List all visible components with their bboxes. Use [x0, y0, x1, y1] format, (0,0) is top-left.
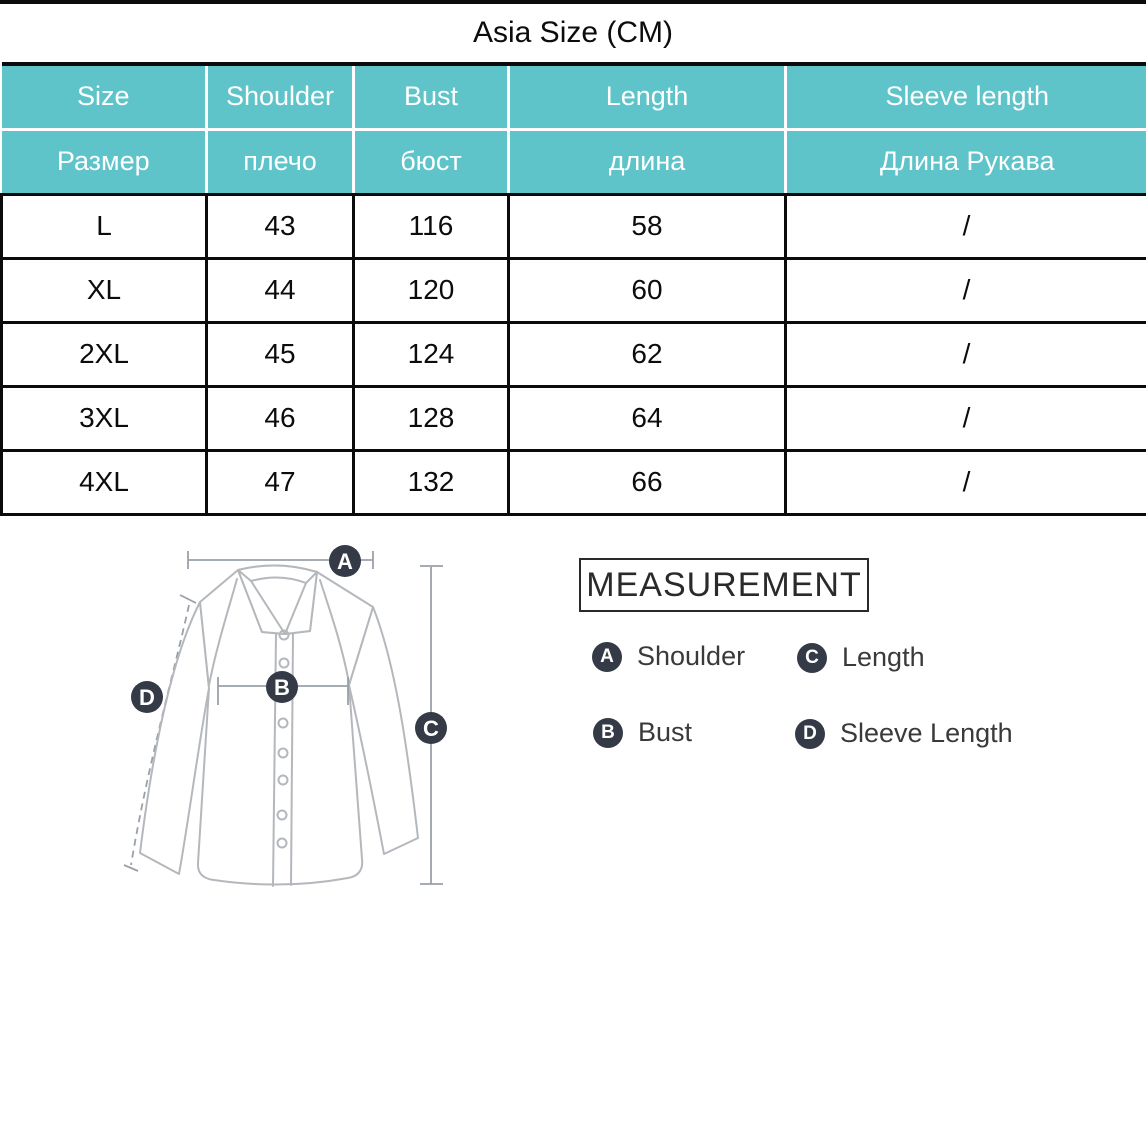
cell-sleeve: /	[786, 194, 1146, 258]
cell-length: 62	[509, 322, 786, 386]
col-header-bust-ru: бюст	[354, 129, 509, 194]
badge-b-icon: B	[593, 718, 623, 748]
col-header-bust: Bust	[354, 64, 509, 129]
cell-shoulder: 47	[207, 450, 354, 514]
svg-text:C: C	[423, 716, 439, 741]
cell-length: 60	[509, 258, 786, 322]
diagram-badge-d	[131, 681, 163, 713]
table-header-ru	[2, 129, 1146, 194]
cell-size: 4XL	[2, 450, 207, 514]
col-header-length-ru: длина	[509, 129, 786, 194]
col-header-sleeve-length: Sleeve length	[786, 64, 1146, 129]
cell-length: 66	[509, 450, 786, 514]
table-header-en	[2, 64, 1146, 129]
measurement-box-title: MEASUREMENT	[579, 558, 869, 612]
table-row	[2, 386, 1146, 450]
shirt-measurement-diagram	[90, 533, 500, 943]
cell-length: 64	[509, 386, 786, 450]
cell-bust: 120	[354, 258, 509, 322]
cell-shoulder: 45	[207, 322, 354, 386]
badge-c-icon: C	[797, 643, 827, 673]
cell-bust: 124	[354, 322, 509, 386]
cell-bust: 128	[354, 386, 509, 450]
svg-text:A: A	[337, 549, 353, 574]
legend-item-shoulder	[592, 641, 745, 672]
col-header-size-ru: Размер	[2, 129, 207, 194]
cell-shoulder: 44	[207, 258, 354, 322]
cell-size: 2XL	[2, 322, 207, 386]
cell-sleeve: /	[786, 322, 1146, 386]
size-table	[0, 62, 1146, 516]
legend-label-bust: Bust	[638, 717, 693, 747]
shirt-outline	[140, 565, 418, 886]
svg-text:B: B	[274, 675, 290, 700]
cell-shoulder: 43	[207, 194, 354, 258]
legend-item-length	[797, 642, 925, 673]
cell-length: 58	[509, 194, 786, 258]
diagram-badge-c	[415, 712, 447, 744]
svg-text:D: D	[139, 685, 155, 710]
col-header-shoulder: Shoulder	[207, 64, 354, 129]
cell-size: L	[2, 194, 207, 258]
col-header-sleeve-length-ru: Длина Рукава	[786, 129, 1146, 194]
cell-bust: 116	[354, 194, 509, 258]
legend-label-sleeve-length: Sleeve Length	[840, 718, 1013, 748]
table-row	[2, 194, 1146, 258]
legend-label-length: Length	[842, 642, 925, 672]
table-row	[2, 450, 1146, 514]
cell-sleeve: /	[786, 450, 1146, 514]
legend-item-sleeve-length	[795, 718, 1013, 749]
col-header-shoulder-ru: плечо	[207, 129, 354, 194]
diagram-badge-b	[266, 671, 298, 703]
table-row	[2, 258, 1146, 322]
page-title: Asia Size (CM)	[0, 0, 1146, 62]
cell-size: 3XL	[2, 386, 207, 450]
cell-shoulder: 46	[207, 386, 354, 450]
col-header-length: Length	[509, 64, 786, 129]
badge-d-icon: D	[795, 719, 825, 749]
cell-size: XL	[2, 258, 207, 322]
diagram-badge-a	[329, 545, 361, 577]
col-header-size: Size	[2, 64, 207, 129]
legend-label-shoulder: Shoulder	[637, 641, 746, 671]
cell-bust: 132	[354, 450, 509, 514]
cell-sleeve: /	[786, 386, 1146, 450]
table-row	[2, 322, 1146, 386]
badge-a-icon: A	[592, 642, 622, 672]
cell-sleeve: /	[786, 258, 1146, 322]
legend-item-bust	[593, 717, 692, 748]
